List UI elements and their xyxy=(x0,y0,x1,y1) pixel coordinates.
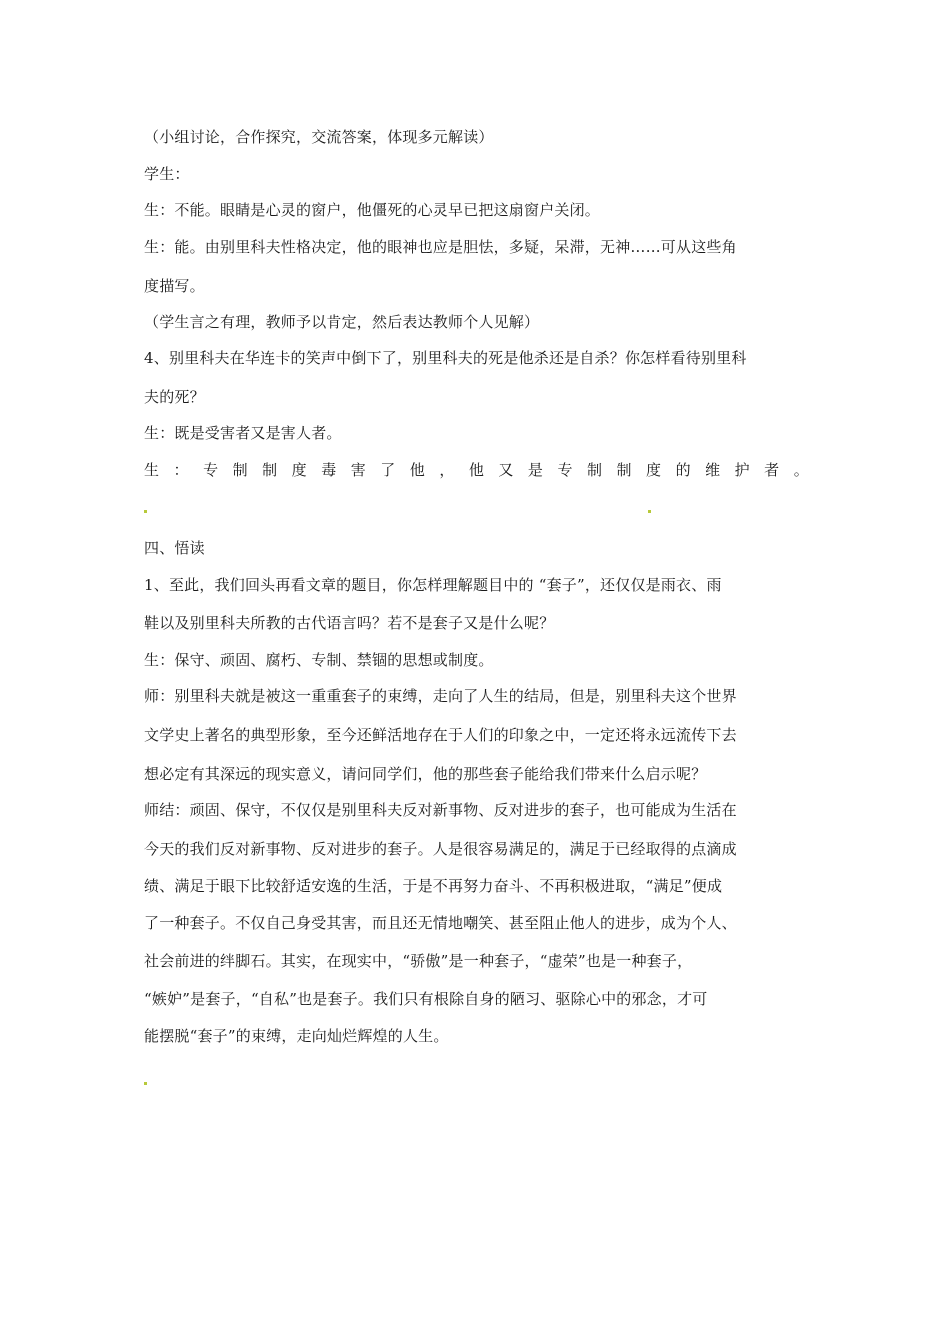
char: 制 xyxy=(262,461,278,479)
char: 了 xyxy=(380,461,396,479)
text-line: 师：别里科夫就是被这一重重套子的束缚，走向了人生的结局，但是，别里科夫这个世界 xyxy=(144,687,737,705)
text-line: 1、至此，我们回头再看文章的题目，你怎样理解题目中的 “套子”，还仅仅是雨衣、雨 xyxy=(144,576,722,594)
text-line: 生：既是受害者又是害人者。 xyxy=(144,424,342,442)
text-line: 鞋以及别里科夫所教的古代语言吗？若不是套子又是什么呢？ xyxy=(144,614,555,632)
char: 制 xyxy=(616,461,632,479)
text-line: “嫉妒”是套子，“自私”也是套子。我们只有根除自身的陋习、驱除心中的邪念，才可 xyxy=(144,990,708,1008)
text-line: 生：能。由别里科夫性格决定，他的眼神也应是胆怯，多疑，呆滞，无神……可从这些角 xyxy=(144,238,737,256)
char: 度 xyxy=(646,461,662,479)
char: 度 xyxy=(291,461,307,479)
spread-text-line xyxy=(144,460,809,480)
char: 又 xyxy=(498,461,514,479)
text-line: 社会前进的绊脚石。其实，在现实中，“骄傲”是一种套子，“虚荣”也是一种套子， xyxy=(144,952,693,970)
text-line: 了一种套子。不仅自己身受其害，而且还无情地嘲笑、甚至阻止他人的进步，成为个人、 xyxy=(144,914,737,932)
text-line: （小组讨论，合作探究，交流答案，体现多元解读） xyxy=(144,128,494,146)
char: 。 xyxy=(793,461,809,479)
text-line: 师结：顽固、保守，不仅仅是别里科夫反对新事物、反对进步的套子，也可能成为生活在 xyxy=(144,801,737,819)
text-line: 学生： xyxy=(144,165,190,183)
section-heading: 四、悟读 xyxy=(144,539,205,557)
text-line: 文学史上著名的典型形象，至今还鲜活地存在于人们的印象之中，一定还将永远流传下去 xyxy=(144,726,737,744)
text-line: 生：不能。眼睛是心灵的窗户，他僵死的心灵早已把这扇窗户关闭。 xyxy=(144,201,601,219)
text-line: （学生言之有理，教师予以肯定，然后表达教师个人见解） xyxy=(144,313,540,331)
char: 专 xyxy=(203,461,219,479)
text-line: 夫的死？ xyxy=(144,388,205,406)
char: 专 xyxy=(557,461,573,479)
marker-dot xyxy=(144,510,147,513)
text-line: 度描写。 xyxy=(144,277,205,295)
text-line: 能摆脱“套子”的束缚，走向灿烂辉煌的人生。 xyxy=(144,1027,449,1045)
char: ， xyxy=(439,461,455,479)
char: 害 xyxy=(350,461,366,479)
char: 制 xyxy=(586,461,603,479)
text-line: 4、别里科夫在华连卡的笑声中倒下了，别里科夫的死是他杀还是自杀？你怎样看待别里科 xyxy=(144,349,747,367)
marker-dot xyxy=(648,510,651,513)
char: 生 xyxy=(144,461,160,479)
text-line: 生：保守、顽固、腐朽、专制、禁锢的思想或制度。 xyxy=(144,651,494,669)
char: 护 xyxy=(734,461,750,479)
char: 制 xyxy=(232,461,248,479)
char: 维 xyxy=(705,461,721,479)
text-line: 想必定有其深远的现实意义，请问同学们，他的那些套子能给我们带来什么启示呢？ xyxy=(144,765,707,783)
char: 是 xyxy=(527,461,544,479)
text-line: 绩、满足于眼下比较舒适安逸的生活，于是不再努力奋斗、不再积极进取，“满足”便成 xyxy=(144,877,723,895)
char: 毒 xyxy=(321,461,337,479)
text-line: 今天的我们反对新事物、反对进步的套子。人是很容易满足的，满足于已经取得的点滴成 xyxy=(144,840,737,858)
char: 他 xyxy=(409,461,425,479)
char: 者 xyxy=(764,461,780,479)
marker-dot xyxy=(144,1082,147,1085)
char: 他 xyxy=(468,461,485,479)
char: 的 xyxy=(675,461,691,479)
char: ： xyxy=(173,461,189,479)
